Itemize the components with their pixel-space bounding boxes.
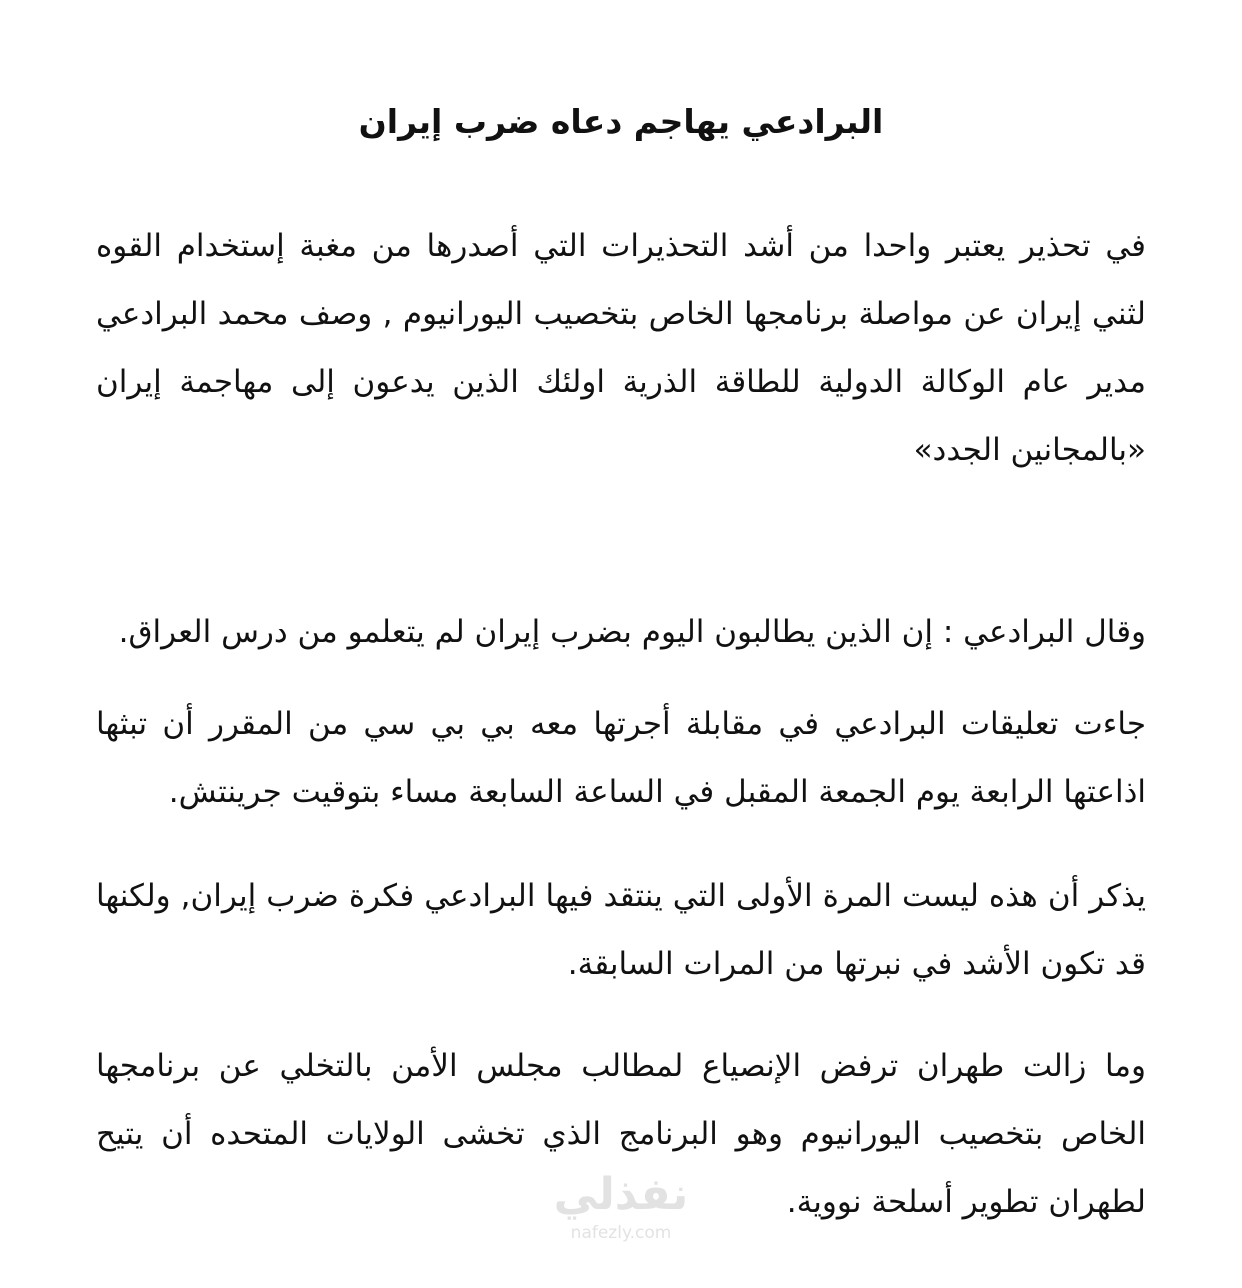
watermark-url: nafezly.com <box>570 1223 672 1243</box>
article-paragraph-5: وما زالت طهران ترفض الإنصياع لمطالب مجلس الأمن بالتخلي عن برنامجها الخاص بتخصيب اليورانيوم وهو البرنامج الذي تخشى الولايات المتحده أن يتيح لطهران تطوير أسلحة نووية. <box>96 1048 1146 1220</box>
article-paragraph-3: جاءت تعليقات البرادعي في مقابلة أجرتها معه بي بي سي من المقرر أن تبثها اذاعتها الرابعة يوم الجمعة المقبل في الساعة السابعة مساء بتوقيت جرينتش. <box>96 706 1146 810</box>
watermark-logo: نفذلي <box>553 1169 689 1220</box>
article-paragraph-4: يذكر أن هذه ليست المرة الأولى التي ينتقد فيها البرادعي فكرة ضرب إيران, ولكنها قد تكون الأشد في نبرتها من المرات السابقة. <box>96 878 1146 982</box>
watermark <box>536 1168 706 1268</box>
article-paragraph-2: وقال البرادعي : إن الذين يطالبون اليوم بضرب إيران لم يتعلمو من درس العراق. <box>118 614 1146 650</box>
article-title: البرادعي يهاجم دعاه ضرب إيران <box>358 102 884 141</box>
article-paragraph-1: في تحذير يعتبر واحدا من أشد التحذيرات التي أصدرها من مغبة إستخدام القوه لثني إيران عن مواصلة برنامجها الخاص بتخصيب اليورانيوم , وصف محمد البرادعي مدير عام الوكالة الدولية للطاقة الذرية اولئك الذين يدعون إلى مهاجمة إيران «بالمجانين الجدد» <box>96 228 1146 468</box>
